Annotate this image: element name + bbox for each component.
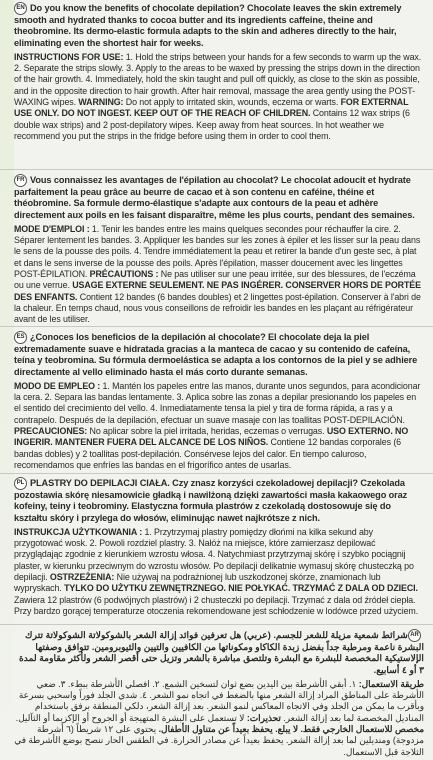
warning-label: تحذيرات: <box>246 712 281 723</box>
instructions-arabic: طريقة الاستعمال: ١. أبقي الأشرطة بين اليدين بضع ثوان لتسخين الشمع. ٢. افصلي الأشرطة ببطء. ٣. ضعي الأشرطة على المناطق المراد إزالة الشعر منها بالضغط في اتجاه نمو الشعر. ٤. شدي الجلد فوراً واسحبي بسرعة وبأقرب ما يمكن من الجلد وفي الاتجاه المعاكس لنمو الشعر. بعد إزالة الشعر، دلكي المنطقة برفق باستخدام المناديل المخصصة لما بعد إزالة الشعر. تحذيرات: لا تستعمل على البشرة المتهيجة أو الجروح أو الإكزيما أو الثآليل. مخصص للاستعمال الخارجي فقط. لا يبلع. يحفظ بعيداً عن متناول الأطفال. يحتوي على ١٢ شريطاً (٦ أشرطة مزدوجة) ومنديلين لما بعد إزالة الشعر. يحفظ بعيداً عن مصادر الحرارة. في الطقس الحار ننصح بوضع الأشرطة في الثلاجة قبل الاستعمال. <box>14 678 424 757</box>
warning-label: PRÉCAUTIONS : <box>89 269 159 280</box>
section-polish <box>4 475 430 621</box>
intro-french: FR Vous connaissez les avantages de l'épilation au chocolat? Le chocolat adoucit et hydrate parfaitement la peau grâce au beurre de cacao et à son contenu en caféine, théine et théobromine. Sa formule dermo-élastique s'adapte aux contours de la peau et adhère directement aux poils en les faisant disparaître, même les plus courts, pendant des semaines. <box>14 174 415 220</box>
instructions-spanish: MODO DE EMPLEO : 1. Mantén los papeles entre las manos, durante unos segundos, para acondicionar la cera. 2. Separa las bandas lentamente. 3. Aplica sobre las zonas a depilar presionando los papeles en el sentido del crecimiento del vello. 4. Inmediatamente tensa la piel y tira de forma rápida, a ras y a contrapelo. Después de la depilación, efectuar un suave masaje con las toallitas POST-DEPILACIÓN. PRECAUCIONES: No aplicar sobre la piel irritada, heridas, eczemas o verrugas. USO EXTERNO. NO INGERIR. MANTENER FUERA DEL ALCANCE DE LOS NIÑOS. Contiene 12 bandas corporales (6 bandas dobles) y 2 toallitas post-depilación. Consérvese lejos del calor. En tiempo caluroso, recomendamos que enfríes las bandas en el frigorífico antes de usarlas. <box>14 380 421 470</box>
intro-arabic: ARشرائط شمعية مزيلة للشعر للجسم. (عربي) هل تعرفين فوائد إزالة الشعر بالشوكولاتة الشوكولاتة تترك البشرة ناعمة ومرطبة جداً بفضل زبدة الكاكاو ومكوناتها من الكافيين والتيين والثيوبرومين. تتوافق وصفتها الإلاستيكية المخصصة للبشرة مع البشرة وتلتصق مباشرة بالشعر وتزيل حتى أقصر الشعر ولأكثر مقاومة لمدة ٣ أو ٤ أسابيع. <box>18 629 424 675</box>
language-badge-english: EN <box>14 2 27 15</box>
intro-english: EN Do you know the benefits of chocolate depilation? Chocolate leaves the skin extremely smooth and hydrated thanks to cocoa butter and its ingredients caffeine, theine and theobromine. Its dermo-elastic formula adapts to the skin and adheres directly to the hair, eliminating even the shortest hair for weeks. <box>14 2 402 48</box>
intro-polish: PL PLASTRY DO DEPILACJI CIAŁA. Czy znasz korzyści czekoladowej depilacji? Czekolada pozostawia skórę niesamowicie gładką i nawilżoną dzięki zawartości masła kakaowego oraz kofeiny, teiny i teobrominy. Elastyczna formuła plastrów z czekoladą dostosowuje się do kształtu skóry i przylega do włosów, eliminując nawet najkrótsze z nich. <box>14 477 408 523</box>
language-badge-arabic: AR <box>408 629 421 642</box>
intro-spanish: ES ¿Conoces los beneficios de la depilación al chocolate? El chocolate deja la piel extremadamente suave e hidratada gracias a la manteca de cacao y su contenido de cafeína, teína y teobromina. Su fórmula dermoelástica se adapta a los contornos de la piel y se adhiere directamente al vello eliminado hasta el más corto durante semanas. <box>14 331 418 377</box>
external-use-notice: مخصص للاستعمال الخارجي فقط. لا يبلع. يحفظ بعيداً عن متناول الأطفال. <box>158 724 424 735</box>
instructions-heading: MODO DE EMPLEO : <box>14 380 101 391</box>
external-use-notice: TYLKO DO UŻYTKU ZEWNĘTRZNEGO. NIE POŁYKAĆ. TRZYMAĆ Z DALA OD DZIECI. <box>64 583 418 594</box>
language-badge-polish: PL <box>14 477 27 490</box>
instructions-english: INSTRUCTIONS FOR USE: 1. Hold the strips between your hands for a few seconds to warm up the wax. 2. Separate the strips slowly. 3. Apply to the areas to be waxed by pressing the strips down in the direction of the hair growth. 4. Immediately, hold the skin taught and pull off quickly, as close to the skin as possible, and in the opposite direction to hair growth. After hair removal, massage the area gently using the POST-WAXING wipes. WARNING: Do not apply to irritated skin, wounds, eczema or warts. FOR EXTERNAL USE ONLY. DO NOT INGEST. KEEP OUT OF THE REACH OF CHILDREN. Contains 12 wax strips (6 double wax strips) and 2 post-depilatory wipes. Keep away from heat sources. In hot weather we recommend you put the strips in the fridge before using them in order to cool them. <box>14 51 422 141</box>
external-use-notice: USO EXTERNO. NO INGERIR. MANTENER FUERA DEL ALCANCE DE LOS NIÑOS. <box>14 426 409 448</box>
divider <box>0 624 433 625</box>
section-english <box>4 0 430 168</box>
section-spanish <box>4 329 430 471</box>
instructions-polish: INSTRUKCJA UŻYTKOWANIA : 1. Przytrzymaj plastry pomiędzy dłońmi na kilka sekund aby przygotować wosk. 2. Powoli rozdziel plastry. 3. Nałóż na miejsce, które zamierzasz depilować przyglądając zgodnie z kierunkiem wzrostu włosa. 4. Natychmiast przytrzymaj skórę i szybko pociągnij plaster, w kierunku przeciwnym do wzrostu włosów. Po depilacji delikatnie wymasuj skórę chusteczką po depilacji. OSTRZEŻENIA: Nie używaj na podrażnionej lub uszkodzonej skórze, znamionach lub wypryskach. TYLKO DO UŻYTKU ZEWNĘTRZNEGO. NIE POŁYKAĆ. TRZYMAĆ Z DALA OD DZIECI. Zawiera 12 plastrów (6 podwójnych plastrów) i 2 chusteczki po depilacji. Trzymać z dala od źródeł ciepła. Przy bardzo gorącej temperaturze otoczenia rekomendowane jest schłodzenie w lodówce przed użyciem. <box>14 526 419 616</box>
warning-label: WARNING: <box>78 97 124 108</box>
instructions-heading: MODE D'EMPLOI : <box>14 223 90 234</box>
language-badge-spanish: ES <box>14 331 27 344</box>
divider <box>0 169 433 170</box>
divider <box>0 473 433 474</box>
instructions-french: MODE D'EMPLOI : 1. Tenir les bandes entre les mains quelques secondes pour réchauffer la cire. 2. Séparer lentement les bandes. 3. Appliquer les bandes sur les zones à épiler et les lisser sur la peau dans le sens de la pousse des poils. 4. Tendre immédiatement la peau et retirer la bande d'un geste sec, à plat et dans le sens inverse de la pousse des poils. Après l'épilation, masser doucement avec les lingettes POST-ÉPILATION. PRÉCAUTIONS : Ne pas utiliser sur une peau irritée, sur des blessures, de l'eczéma ou une verrue. USAGE EXTERNE SEULEMENT. NE PAS INGÉRER. CONSERVER HORS DE PORTÉE DES ENFANTS. Contient 12 bandes (6 bandes doubles) et 2 lingettes post-épilation. Conserver à l'abri de la chaleur. En temps chaud, nous vous conseillons de refroidir les bandes en les plaçant au réfrigérateur avant de les utiliser. <box>14 223 421 324</box>
warning-label: PRECAUCIONES: <box>14 426 88 437</box>
instructions-heading: طريقة الاستعمال: <box>358 678 424 689</box>
external-use-notice: FOR EXTERNAL USE ONLY. DO NOT INGEST. KEEP OUT OF THE REACH OF CHILDREN. <box>14 97 409 119</box>
instructions-heading: INSTRUKCJA UŻYTKOWANIA : <box>14 526 143 537</box>
section-arabic <box>4 627 430 759</box>
warning-label: OSTRZEŻENIA: <box>49 572 115 583</box>
external-use-notice: USAGE EXTERNE SEULEMENT. NE PAS INGÉRER. CONSERVER HORS DE PORTÉE DES ENFANTS. <box>14 280 421 302</box>
section-french <box>4 172 430 324</box>
instructions-heading: INSTRUCTIONS FOR USE: <box>14 51 124 62</box>
divider <box>0 326 433 327</box>
language-badge-french: FR <box>14 174 27 187</box>
